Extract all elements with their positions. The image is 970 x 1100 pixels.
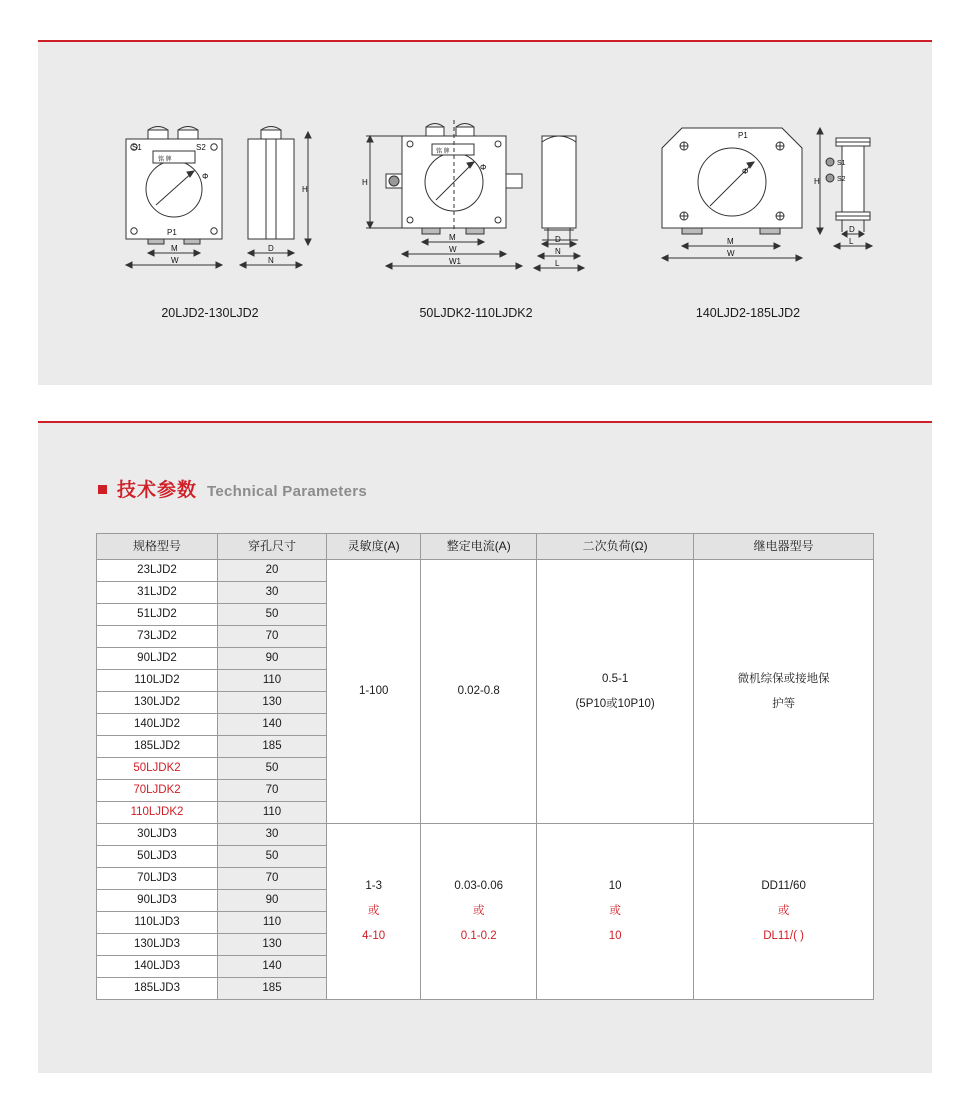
col-header-relay-model: 继电器型号 (694, 534, 874, 560)
figure-caption-2: 50LJDK2-110LJDK2 (419, 306, 533, 320)
figures-panel (38, 40, 932, 385)
cell-model: 70LJDK2 (97, 780, 218, 802)
col-header-secondary-load: 二次负荷(Ω) (537, 534, 694, 560)
cell-secondary-load-group1 (537, 560, 694, 824)
svg-text:Φ: Φ (742, 167, 749, 176)
figure-caption-3: 140LJD2-185LJD2 (695, 306, 801, 320)
section-title-en: Technical Parameters (207, 483, 367, 500)
cell-size: 30 (218, 824, 327, 846)
relay-line1: 微机综保或接地保 (737, 672, 830, 685)
cell-size: 130 (218, 934, 327, 956)
svg-text:N: N (268, 256, 274, 265)
col-header-setting-current: 整定电流(A) (421, 534, 537, 560)
svg-text:M: M (449, 233, 456, 242)
cell-size: 110 (218, 912, 327, 934)
sensitivity-line1: 1-3 (365, 880, 382, 892)
setting-or: 或 (472, 905, 485, 917)
cell-size: 70 (218, 626, 327, 648)
figure-140ljd2-185ljd2 (630, 114, 875, 294)
cell-model: 110LJD3 (97, 912, 218, 934)
svg-text:M: M (171, 244, 178, 253)
svg-text:P1: P1 (738, 131, 748, 140)
svg-text:D: D (268, 244, 274, 253)
cell-size: 30 (218, 582, 327, 604)
technical-parameters-panel (38, 421, 932, 1073)
cell-size: 20 (218, 560, 327, 582)
cell-model: 185LJD3 (97, 978, 218, 1000)
cell-size: 140 (218, 956, 327, 978)
sensitivity-line2: 4-10 (362, 930, 386, 942)
bullet-square-icon (98, 485, 107, 494)
cell-size: 50 (218, 758, 327, 780)
technical-parameters-table (96, 533, 874, 1000)
figure-caption-1: 20LJD2-130LJD2 (161, 306, 259, 320)
cell-size: 50 (218, 846, 327, 868)
svg-text:H: H (362, 178, 368, 187)
sensitivity-or: 或 (367, 905, 380, 917)
cell-relay-group1 (694, 560, 874, 824)
cell-size: 70 (218, 780, 327, 802)
svg-text:W1: W1 (449, 257, 461, 266)
cell-setting-current-group1: 0.02-0.8 (421, 560, 537, 824)
setting-line1: 0.03-0.06 (454, 880, 503, 892)
svg-text:铭 牌: 铭 牌 (436, 149, 450, 155)
load-or: 或 (609, 905, 621, 917)
table-row (97, 560, 874, 582)
figure-20ljd2-130ljd2 (98, 117, 338, 292)
load-line1: 10 (608, 880, 622, 892)
table-header-row (97, 534, 874, 560)
svg-text:W: W (727, 249, 735, 258)
cell-size: 130 (218, 692, 327, 714)
svg-text:S1: S1 (132, 143, 142, 152)
cell-size: 70 (218, 868, 327, 890)
cell-model: 130LJD3 (97, 934, 218, 956)
cell-model: 23LJD2 (97, 560, 218, 582)
svg-text:S1: S1 (837, 160, 846, 167)
load-line2: 10 (608, 930, 622, 942)
cell-model: 140LJD2 (97, 714, 218, 736)
svg-text:D: D (849, 225, 855, 234)
svg-text:H: H (302, 185, 308, 194)
relay2-line1: DD11/60 (761, 880, 806, 892)
cell-sensitivity-group2 (327, 824, 421, 1000)
svg-text:Φ: Φ (202, 172, 209, 181)
svg-text:L: L (555, 259, 560, 268)
cell-model: 73LJD2 (97, 626, 218, 648)
cell-model: 110LJD2 (97, 670, 218, 692)
svg-text:M: M (727, 237, 734, 246)
cell-secondary-load-group2 (537, 824, 694, 1000)
cell-model: 30LJD3 (97, 824, 218, 846)
cell-size: 90 (218, 890, 327, 912)
table-row (97, 824, 874, 846)
col-header-hole-size: 穿孔尺寸 (218, 534, 327, 560)
svg-text:D: D (555, 235, 561, 244)
svg-text:S2: S2 (196, 143, 206, 152)
section-title-cn: 技术参数 (117, 480, 198, 501)
cell-model: 185LJD2 (97, 736, 218, 758)
cell-model: 90LJD3 (97, 890, 218, 912)
svg-text:N: N (555, 247, 561, 256)
cell-relay-group2 (694, 824, 874, 1000)
col-header-sensitivity: 灵敏度(A) (327, 534, 421, 560)
svg-text:铭 牌: 铭 牌 (158, 157, 172, 163)
cell-model: 51LJD2 (97, 604, 218, 626)
cell-model: 50LJD3 (97, 846, 218, 868)
svg-text:W: W (171, 256, 179, 265)
figure-50ljdk2-110ljdk2 (356, 112, 606, 297)
svg-text:W: W (449, 245, 457, 254)
secondary-load-line1: 0.5-1 (602, 672, 629, 685)
cell-model: 140LJD3 (97, 956, 218, 978)
relay2-or: 或 (777, 905, 790, 917)
cell-size: 110 (218, 802, 327, 824)
svg-text:Φ: Φ (480, 163, 487, 172)
cell-sensitivity-group1: 1-100 (327, 560, 421, 824)
secondary-load-line2: (5P10或10P10) (575, 697, 655, 710)
cell-size: 140 (218, 714, 327, 736)
setting-line2: 0.1-0.2 (460, 930, 497, 942)
svg-text:P1: P1 (167, 228, 177, 237)
cell-model: 31LJD2 (97, 582, 218, 604)
cell-model: 50LJDK2 (97, 758, 218, 780)
cell-size: 185 (218, 736, 327, 758)
cell-model: 130LJD2 (97, 692, 218, 714)
cell-size: 110 (218, 670, 327, 692)
cell-model: 110LJDK2 (97, 802, 218, 824)
svg-text:L: L (849, 237, 854, 246)
cell-model: 70LJD3 (97, 868, 218, 890)
relay2-line2: DL11/( ) (763, 930, 804, 942)
section-title (98, 475, 367, 502)
cell-size: 185 (218, 978, 327, 1000)
svg-text:H: H (814, 177, 820, 186)
cell-size: 50 (218, 604, 327, 626)
cell-model: 90LJD2 (97, 648, 218, 670)
cell-size: 90 (218, 648, 327, 670)
relay-line2: 护等 (772, 697, 796, 710)
svg-text:S2: S2 (837, 176, 846, 183)
cell-setting-current-group2 (421, 824, 537, 1000)
col-header-model: 规格型号 (97, 534, 218, 560)
